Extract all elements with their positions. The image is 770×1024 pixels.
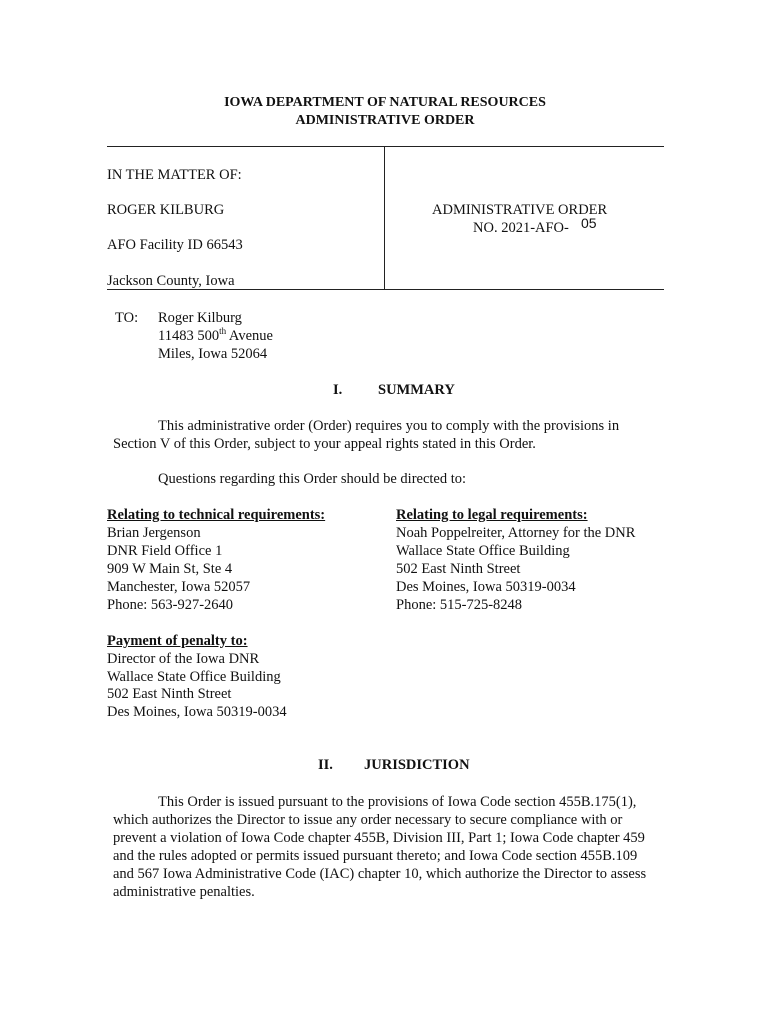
to-street <box>158 328 273 345</box>
payment-heading: Payment of penalty to: <box>107 633 248 649</box>
to-city: Miles, Iowa 52064 <box>158 346 268 362</box>
questions-line: Questions regarding this Order should be directed to: <box>158 471 467 487</box>
section1-title: SUMMARY <box>378 382 455 398</box>
county: Jackson County, Iowa <box>107 273 235 289</box>
to-name: Roger Kilburg <box>158 310 242 326</box>
facility-id: AFO Facility ID 66543 <box>107 237 243 253</box>
respondent-name: ROGER KILBURG <box>107 202 225 218</box>
summary-line1: This administrative order (Order) requires you to comply with the provisions in <box>158 418 620 434</box>
technical-line: DNR Field Office 1 <box>107 543 223 559</box>
agency-title: IOWA DEPARTMENT OF NATURAL RESOURCES <box>224 95 546 110</box>
caption-top-rule <box>107 146 664 147</box>
order-number-suffix: 05 <box>581 215 597 231</box>
payment-line: 502 East Ninth Street <box>107 686 232 702</box>
jurisdiction-line: administrative penalties. <box>113 884 255 900</box>
technical-line: Manchester, Iowa 52057 <box>107 579 251 595</box>
legal-line: Wallace State Office Building <box>396 543 570 559</box>
jurisdiction-line: This Order is issued pursuant to the provisions of Iowa Code section 455B.175(1), <box>158 794 637 810</box>
to-street-sup: th <box>219 326 227 337</box>
legal-phone: Phone: 515-725-8248 <box>396 597 523 613</box>
section1-number: I. <box>333 382 343 398</box>
payment-line: Des Moines, Iowa 50319-0034 <box>107 704 287 720</box>
technical-line: Brian Jergenson <box>107 525 201 541</box>
document-type-title: ADMINISTRATIVE ORDER <box>295 113 475 128</box>
technical-phone: Phone: 563-927-2640 <box>107 597 234 613</box>
section2-number: II. <box>318 757 333 773</box>
section2-title: JURISDICTION <box>364 757 470 773</box>
order-number-prefix: NO. 2021-AFO- <box>473 220 569 236</box>
jurisdiction-line: which authorizes the Director to issue any order necessary to secure compliance with or <box>113 812 623 828</box>
payment-line: Director of the Iowa DNR <box>107 651 260 667</box>
to-street-rest: Avenue <box>226 328 273 344</box>
caption-divider <box>384 146 385 290</box>
legal-line: Des Moines, Iowa 50319-0034 <box>396 579 576 595</box>
order-title: ADMINISTRATIVE ORDER <box>432 202 608 218</box>
matter-label: IN THE MATTER OF: <box>107 167 242 183</box>
legal-line: 502 East Ninth Street <box>396 561 521 577</box>
jurisdiction-line: and the rules adopted or permits issued pursuant thereto; and Iowa Code section 455B.109 <box>113 848 638 864</box>
legal-heading: Relating to legal requirements: <box>396 507 588 523</box>
legal-line: Noah Poppelreiter, Attorney for the DNR <box>396 525 636 541</box>
jurisdiction-line: and 567 Iowa Administrative Code (IAC) chapter 10, which authorize the Director to assess <box>113 866 647 882</box>
summary-line2: Section V of this Order, subject to your appeal rights stated in this Order. <box>113 436 536 452</box>
technical-heading: Relating to technical requirements: <box>107 507 326 523</box>
jurisdiction-line: prevent a violation of Iowa Code chapter 455B, Division III, Part 1; Iowa Code chapter 459 <box>113 830 645 846</box>
technical-line: 909 W Main St, Ste 4 <box>107 561 233 577</box>
payment-line: Wallace State Office Building <box>107 669 281 685</box>
to-label: TO: <box>115 310 139 326</box>
order-number <box>473 220 569 237</box>
to-street-number: 11483 500 <box>158 328 220 344</box>
